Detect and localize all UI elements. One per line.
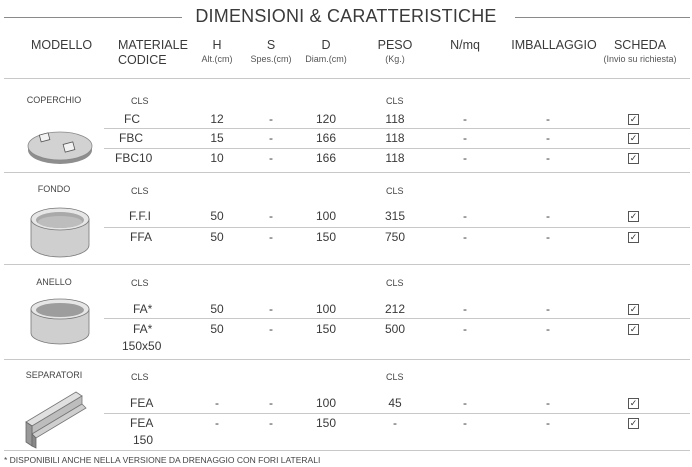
cell-h: 10 (210, 151, 224, 165)
cell-s: - (269, 322, 273, 336)
cell-h: 50 (210, 230, 224, 244)
cell-peso: 750 (384, 230, 406, 244)
anello-image (28, 296, 92, 348)
cell-code-line2: 150 (133, 433, 154, 447)
header-d-sub: Diam.(cm) (305, 54, 347, 64)
section-label-separatori: SEPARATORI (25, 370, 83, 380)
peso-material-fondo: CLS (386, 186, 404, 196)
header-s-sub: Spes.(cm) (250, 54, 292, 64)
cell-nmq: - (463, 112, 467, 126)
header-modello: MODELLO (31, 38, 93, 52)
material-separatori: CLS (131, 372, 149, 382)
cell-peso: 118 (385, 151, 405, 165)
cell-d: 100 (315, 396, 337, 410)
cell-s: - (269, 131, 273, 145)
page-title: DIMENSIONI & CARATTERISTICHE (195, 6, 497, 26)
cell-s: - (269, 396, 273, 410)
section-label-fondo: FONDO (37, 184, 71, 194)
cell-d: 150 (315, 230, 337, 244)
cell-s: - (269, 112, 273, 126)
cell-nmq: - (463, 302, 467, 316)
header-h-sub: Alt.(cm) (201, 54, 233, 64)
scheda-checkbox[interactable]: ✓ (629, 114, 638, 124)
section-label-coperchio: COPERCHIO (26, 95, 82, 105)
scheda-checkbox[interactable]: ✓ (629, 153, 638, 163)
header-scheda-sub: (Invio su richiesta) (603, 54, 677, 64)
header-separator (4, 78, 690, 79)
cell-code: FEA (130, 396, 154, 410)
fondo-image (28, 205, 92, 261)
cell-h: 50 (210, 322, 224, 336)
header-h: H Alt.(cm) (195, 38, 239, 65)
header-materiale-line1: MATERIALE (118, 38, 188, 52)
cell-peso: 212 (384, 302, 406, 316)
header-d: D Diam.(cm) (301, 38, 351, 65)
peso-material-coperchio: CLS (386, 96, 404, 106)
cell-imballaggio: - (546, 112, 550, 126)
cell-h: 15 (210, 131, 224, 145)
row-separator (104, 148, 690, 149)
cell-h: - (215, 416, 219, 430)
row-separator (104, 227, 690, 228)
header-imballaggio: IMBALLAGGIO (511, 38, 597, 52)
cell-code: FA* (133, 302, 153, 316)
cell-imballaggio: - (546, 230, 550, 244)
scheda-checkbox[interactable]: ✓ (629, 398, 638, 408)
header-peso-sub: (Kg.) (385, 54, 405, 64)
bottom-separator (4, 450, 690, 451)
coperchio-image (26, 126, 94, 166)
header-s: S Spes.(cm) (246, 38, 296, 65)
cell-peso: - (393, 416, 397, 430)
row-separator (104, 318, 690, 319)
scheda-checkbox[interactable]: ✓ (629, 211, 638, 221)
cell-peso: 45 (388, 396, 402, 410)
cell-nmq: - (463, 230, 467, 244)
header-scheda: SCHEDA (Invio su richiesta) (590, 38, 690, 65)
header-materiale-line2: CODICE (118, 53, 167, 67)
cell-nmq: - (463, 396, 467, 410)
cell-code: FEA (130, 416, 154, 430)
cell-d: 150 (315, 416, 337, 430)
cell-imballaggio: - (546, 322, 550, 336)
cell-code-line2: 150x50 (122, 339, 162, 353)
header-peso: PESO (Kg.) (370, 38, 420, 65)
section-separator (4, 264, 690, 265)
cell-peso: 118 (385, 131, 405, 145)
cell-peso: 315 (384, 209, 406, 223)
peso-material-anello: CLS (386, 278, 404, 288)
cell-d: 100 (315, 209, 337, 223)
cell-code: FFA (130, 230, 153, 244)
cell-peso: 118 (385, 112, 405, 126)
cell-imballaggio: - (546, 416, 550, 430)
scheda-checkbox[interactable]: ✓ (629, 324, 638, 334)
scheda-checkbox[interactable]: ✓ (629, 232, 638, 242)
cell-s: - (269, 209, 273, 223)
cell-nmq: - (463, 209, 467, 223)
scheda-checkbox[interactable]: ✓ (629, 418, 638, 428)
cell-d: 100 (315, 302, 337, 316)
cell-imballaggio: - (546, 151, 550, 165)
cell-nmq: - (463, 322, 467, 336)
cell-nmq: - (463, 151, 467, 165)
section-separator (4, 172, 690, 173)
header-materiale (118, 38, 188, 68)
row-separator (104, 128, 690, 129)
scheda-checkbox[interactable]: ✓ (629, 304, 638, 314)
cell-code: FBC (119, 131, 143, 145)
material-anello: CLS (131, 278, 149, 288)
cell-s: - (269, 302, 273, 316)
cell-s: - (269, 416, 273, 430)
footnote: * DISPONIBILI ANCHE NELLA VERSIONE DA DRENAGGIO CON FORI LATERALI (4, 455, 321, 465)
cell-code: FBC10 (115, 151, 153, 165)
cell-peso: 500 (384, 322, 406, 336)
cell-imballaggio: - (546, 209, 550, 223)
cell-nmq: - (463, 131, 467, 145)
scheda-checkbox[interactable]: ✓ (629, 133, 638, 143)
material-fondo: CLS (131, 186, 149, 196)
separatori-image (20, 386, 92, 452)
cell-h: 50 (210, 209, 224, 223)
cell-d: 120 (315, 112, 337, 126)
cell-nmq: - (463, 416, 467, 430)
header-nmq: N/mq (450, 38, 480, 52)
cell-s: - (269, 230, 273, 244)
cell-imballaggio: - (546, 302, 550, 316)
cell-h: - (215, 396, 219, 410)
cell-d: 150 (315, 322, 337, 336)
section-label-anello: ANELLO (36, 277, 72, 287)
cell-code: FA* (133, 322, 153, 336)
cell-code: FC (124, 112, 140, 126)
cell-h: 12 (210, 112, 224, 126)
cell-imballaggio: - (546, 396, 550, 410)
row-separator (104, 413, 690, 414)
cell-d: 166 (315, 151, 337, 165)
cell-code: F.F.I (129, 209, 152, 223)
material-coperchio: CLS (131, 96, 149, 106)
title-rule-left (4, 17, 182, 18)
cell-d: 166 (315, 131, 337, 145)
cell-h: 50 (210, 302, 224, 316)
section-separator (4, 359, 690, 360)
cell-imballaggio: - (546, 131, 550, 145)
title-rule-right (515, 17, 690, 18)
peso-material-separatori: CLS (386, 372, 404, 382)
cell-s: - (269, 151, 273, 165)
